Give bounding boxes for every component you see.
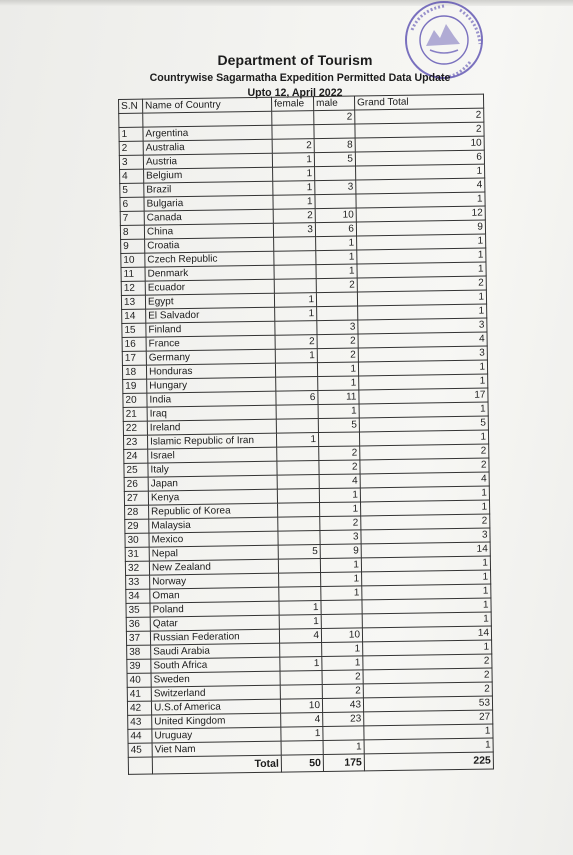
cell-sn: 37 <box>126 631 150 645</box>
cell-grand-total: 1 <box>361 556 490 572</box>
cell-country: Egypt <box>145 293 274 309</box>
cell-sn: 30 <box>125 533 149 547</box>
cell-country: Viet Nam <box>152 741 281 757</box>
cell-male <box>318 432 359 447</box>
cell-grand-total: 1 <box>361 500 490 516</box>
cell-sn: 13 <box>121 295 145 309</box>
cell-sn: 10 <box>121 253 145 267</box>
cell-sn: 38 <box>127 645 151 659</box>
cell-sn: 22 <box>123 421 147 435</box>
cell-sn: 34 <box>126 589 150 603</box>
cell-grand-total: 1 <box>360 486 489 502</box>
cell-male: 1 <box>318 404 359 419</box>
cell-female <box>277 475 319 490</box>
cell-female: 1 <box>273 195 315 210</box>
cell-sn: 31 <box>125 547 149 561</box>
cell-country: Canada <box>144 209 273 225</box>
cell-country: Sweden <box>151 671 280 687</box>
cell-country: New Zealand <box>149 559 278 575</box>
cell-country: Saudi Arabia <box>151 643 280 659</box>
cell-female <box>274 237 316 252</box>
cell-female <box>274 279 316 294</box>
cell-grand-total: 12 <box>356 206 485 222</box>
cell-female <box>276 419 318 434</box>
cell-country: El Salvador <box>146 307 275 323</box>
cell-country: Japan <box>148 475 277 491</box>
cell-country: Hungary <box>147 377 276 393</box>
cell-female: 3 <box>273 223 315 238</box>
document-date: Upto 12, April 2022 <box>247 87 343 99</box>
cell-country: Belgium <box>144 167 273 183</box>
cell-sn: 7 <box>120 211 144 225</box>
cell-grand-total: 1 <box>356 192 485 208</box>
cell-male: 1 <box>319 488 360 503</box>
cell-male: 1 <box>316 236 357 251</box>
cell-country: Brazil <box>144 181 273 197</box>
cell-country: Russian Federation <box>150 629 279 645</box>
cell-female <box>275 363 317 378</box>
cell-sn: 17 <box>122 351 146 365</box>
cell-sn: 39 <box>127 659 151 673</box>
cell-sn: 44 <box>128 729 152 743</box>
cell-sn: 16 <box>122 337 146 351</box>
cell-sn: 14 <box>122 309 146 323</box>
cell-grand-total: 3 <box>361 528 490 544</box>
cell-grand-total: 9 <box>356 220 485 236</box>
cell-sn: 12 <box>121 281 145 295</box>
cell-grand-total: 3 <box>358 318 487 334</box>
cell-sn: 4 <box>120 169 144 183</box>
cell-male: 8 <box>314 138 355 153</box>
total-grand: 225 <box>364 752 493 771</box>
cell-grand-total: 3 <box>358 346 487 362</box>
cell-grand-total: 1 <box>359 402 488 418</box>
cell-grand-total: 1 <box>359 430 488 446</box>
cell-sn: 11 <box>121 267 145 281</box>
cell-sn: 19 <box>123 379 147 393</box>
cell-male: 1 <box>320 502 361 517</box>
cell-sn: 43 <box>128 715 152 729</box>
cell-male: 1 <box>316 264 357 279</box>
cell-country: Israel <box>148 447 277 463</box>
cell-sn: 42 <box>127 701 151 715</box>
cell-grand-total: 4 <box>356 178 485 194</box>
cell-male: 2 <box>322 670 363 685</box>
cell-sn: 40 <box>127 673 151 687</box>
cell-country: Italy <box>148 461 277 477</box>
cell-male <box>314 124 355 139</box>
cell-male <box>317 306 358 321</box>
cell-male: 11 <box>318 390 359 405</box>
cell-grand-total: 14 <box>362 626 491 642</box>
cell-male: 1 <box>322 642 363 657</box>
cell-female <box>281 741 323 756</box>
cell-sn: 6 <box>120 197 144 211</box>
cell-country: United Kingdom <box>152 713 281 729</box>
cell-country: Croatia <box>145 237 274 253</box>
cell-country: Finland <box>146 321 275 337</box>
cell-grand-total: 53 <box>363 696 492 712</box>
cell-grand-total: 10 <box>355 136 484 152</box>
cell-grand-total: 6 <box>355 150 484 166</box>
cell-sn: 35 <box>126 603 150 617</box>
cell-grand-total: 2 <box>363 682 492 698</box>
cell-grand-total: 1 <box>359 374 488 390</box>
cell-female <box>276 377 318 392</box>
cell-female: 1 <box>273 167 315 182</box>
cell-sn: 32 <box>125 561 149 575</box>
cell-male: 1 <box>322 656 363 671</box>
cell-country: Kenya <box>148 489 277 505</box>
cell-country: China <box>144 223 273 239</box>
cell-sn: 1 <box>119 127 143 141</box>
column-header-male: male <box>313 96 354 111</box>
cell-female: 2 <box>275 335 317 350</box>
cell-grand-total: 1 <box>362 584 491 600</box>
cell-female: 1 <box>281 727 323 742</box>
cell-female <box>277 489 319 504</box>
cell-grand-total: 2 <box>360 444 489 460</box>
cell-female: 2 <box>273 209 315 224</box>
cell-sn: 41 <box>127 687 151 701</box>
cell-grand-total: 2 <box>357 276 486 292</box>
cell-male <box>315 166 356 181</box>
cell-male: 4 <box>319 474 360 489</box>
cell-sn: 26 <box>124 477 148 491</box>
cell-female: 1 <box>280 657 322 672</box>
cell-sn: 24 <box>124 449 148 463</box>
cell-grand-total: 4 <box>358 332 487 348</box>
cell-country: Austria <box>143 153 272 169</box>
cell-male: 2 <box>317 334 358 349</box>
cell-country: Malaysia <box>149 517 278 533</box>
cell-country: Iraq <box>147 405 276 421</box>
cell-sn: 28 <box>125 505 149 519</box>
cell-country: Honduras <box>146 363 275 379</box>
cell-grand-total: 4 <box>360 472 489 488</box>
cell-female: 1 <box>275 307 317 322</box>
cell-male: 1 <box>321 572 362 587</box>
cell-female: 1 <box>279 601 321 616</box>
cell-grand-total: 1 <box>356 164 485 180</box>
cell-sn: 29 <box>125 519 149 533</box>
cell-female <box>280 685 322 700</box>
cell-grand-total: 1 <box>362 612 491 628</box>
cell-male: 3 <box>320 530 361 545</box>
cell-female <box>277 447 319 462</box>
cell-grand-total: 1 <box>364 738 493 754</box>
cell-grand-total: 1 <box>357 290 486 306</box>
cell-male <box>315 194 356 209</box>
cell-male: 43 <box>322 698 363 713</box>
total-female: 50 <box>281 755 323 773</box>
cell-sn: 36 <box>126 617 150 631</box>
cell-female <box>278 559 320 574</box>
cell-female: 1 <box>272 153 314 168</box>
cell-male: 1 <box>320 558 361 573</box>
cell-male: 2 <box>319 460 360 475</box>
cell-country: Bulgaria <box>144 195 273 211</box>
cell-male: 1 <box>318 376 359 391</box>
cell-grand-total: 1 <box>358 360 487 376</box>
cell-country: South Africa <box>151 657 280 673</box>
cell-country: Qatar <box>150 615 279 631</box>
cell-female: 1 <box>279 615 321 630</box>
total-label: Total <box>152 755 281 774</box>
cell-male: 2 <box>314 110 355 125</box>
cell-sn: 27 <box>124 491 148 505</box>
cell-sn: 2 <box>119 141 143 155</box>
cell-male: 1 <box>323 740 364 755</box>
cell-female: 1 <box>273 181 315 196</box>
cell-country: France <box>146 335 275 351</box>
cell-country: Islamic Republic of Iran <box>147 433 276 449</box>
column-header-sn: S.N <box>119 99 143 113</box>
cell-grand-total: 2 <box>361 514 490 530</box>
cell-grand-total: 1 <box>357 248 486 264</box>
cell-male: 3 <box>317 320 358 335</box>
cell-sn: 8 <box>120 225 144 239</box>
cell-country: Ecuador <box>145 279 274 295</box>
cell-female <box>278 503 320 518</box>
cell-sn <box>119 113 143 127</box>
cell-female <box>279 587 321 602</box>
cell-grand-total: 27 <box>364 710 493 726</box>
cell-male: 2 <box>322 684 363 699</box>
cell-sn: 18 <box>122 365 146 379</box>
cell-sn: 3 <box>119 155 143 169</box>
cell-country: Ireland <box>147 419 276 435</box>
cell-female: 4 <box>279 629 321 644</box>
cell-male: 2 <box>319 446 360 461</box>
cell-female <box>272 125 314 140</box>
cell-country: Nepal <box>149 545 278 561</box>
cell-female <box>277 461 319 476</box>
column-header-female: female <box>271 97 313 112</box>
cell-female: 1 <box>276 433 318 448</box>
cell-country: U.S.of America <box>151 699 280 715</box>
cell-grand-total: 1 <box>357 262 486 278</box>
cell-female: 1 <box>275 349 317 364</box>
document-subtitle: Countrywise Sagarmatha Expedition Permitted Data Update <box>149 72 451 84</box>
cell-sn: 9 <box>121 239 145 253</box>
cell-male: 5 <box>318 418 359 433</box>
cell-male <box>321 600 362 615</box>
cell-sn: 20 <box>123 393 147 407</box>
cell-sn: 15 <box>122 323 146 337</box>
cell-country: Norway <box>150 573 279 589</box>
expedition-data-table <box>118 94 494 775</box>
cell-country: Argentina <box>143 125 272 141</box>
cell-female <box>274 251 316 266</box>
column-header-country: Name of Country <box>143 97 272 113</box>
cell-grand-total: 1 <box>362 570 491 586</box>
cell-male <box>323 726 364 741</box>
cell-sn: 21 <box>123 407 147 421</box>
cell-country: Uruguay <box>152 727 281 743</box>
cell-sn: 33 <box>126 575 150 589</box>
cell-sn: 45 <box>128 743 152 757</box>
cell-female <box>278 517 320 532</box>
cell-male: 2 <box>316 278 357 293</box>
cell-male: 2 <box>320 516 361 531</box>
cell-country: Oman <box>150 587 279 603</box>
cell-country: Germany <box>146 349 275 365</box>
document-title: Department of Tourism <box>217 52 373 68</box>
cell-male: 5 <box>314 152 355 167</box>
cell-country: Mexico <box>149 531 278 547</box>
cell-female: 6 <box>276 391 318 406</box>
cell-sn: 25 <box>124 463 148 477</box>
cell-sn: 23 <box>123 435 147 449</box>
cell-female <box>274 265 316 280</box>
cell-female <box>278 531 320 546</box>
cell-male: 23 <box>323 712 364 727</box>
cell-male: 3 <box>315 180 356 195</box>
cell-female: 4 <box>281 713 323 728</box>
cell-male: 9 <box>320 544 361 559</box>
cell-female: 1 <box>274 293 316 308</box>
cell-grand-total: 2 <box>355 108 484 124</box>
cell-grand-total: 1 <box>362 598 491 614</box>
cell-female <box>279 573 321 588</box>
cell-grand-total: 2 <box>360 458 489 474</box>
cell-country: Denmark <box>145 265 274 281</box>
column-header-grand-total: Grand Total <box>354 94 483 110</box>
cell-country: Poland <box>150 601 279 617</box>
total-male: 175 <box>323 754 364 772</box>
cell-male: 1 <box>316 250 357 265</box>
cell-country: Czech Republic <box>145 251 274 267</box>
cell-female <box>280 671 322 686</box>
cell-grand-total: 2 <box>363 654 492 670</box>
cell-male: 10 <box>315 208 356 223</box>
cell-sn: 5 <box>120 183 144 197</box>
cell-grand-total: 1 <box>364 724 493 740</box>
cell-female <box>280 643 322 658</box>
cell-female <box>275 321 317 336</box>
cell-grand-total: 5 <box>359 416 488 432</box>
cell-female <box>272 111 314 126</box>
cell-grand-total: 14 <box>361 542 490 558</box>
cell-male <box>321 614 362 629</box>
cell-female: 10 <box>280 699 322 714</box>
cell-female <box>276 405 318 420</box>
cell-country: Switzerland <box>151 685 280 701</box>
cell-grand-total: 17 <box>359 388 488 404</box>
cell-country: India <box>147 391 276 407</box>
cell-grand-total: 1 <box>363 640 492 656</box>
cell-male: 6 <box>315 222 356 237</box>
cell-country: Republic of Korea <box>149 503 278 519</box>
cell-male: 1 <box>321 586 362 601</box>
cell-grand-total: 2 <box>363 668 492 684</box>
cell-male <box>316 292 357 307</box>
cell-male: 10 <box>321 628 362 643</box>
cell-male: 1 <box>317 362 358 377</box>
cell-grand-total: 1 <box>358 304 487 320</box>
cell-female: 5 <box>278 545 320 560</box>
cell-grand-total: 2 <box>355 122 484 138</box>
cell-country: Australia <box>143 139 272 155</box>
cell-female: 2 <box>272 139 314 154</box>
cell-grand-total: 1 <box>357 234 486 250</box>
cell-male: 2 <box>317 348 358 363</box>
total-sn <box>128 757 152 774</box>
